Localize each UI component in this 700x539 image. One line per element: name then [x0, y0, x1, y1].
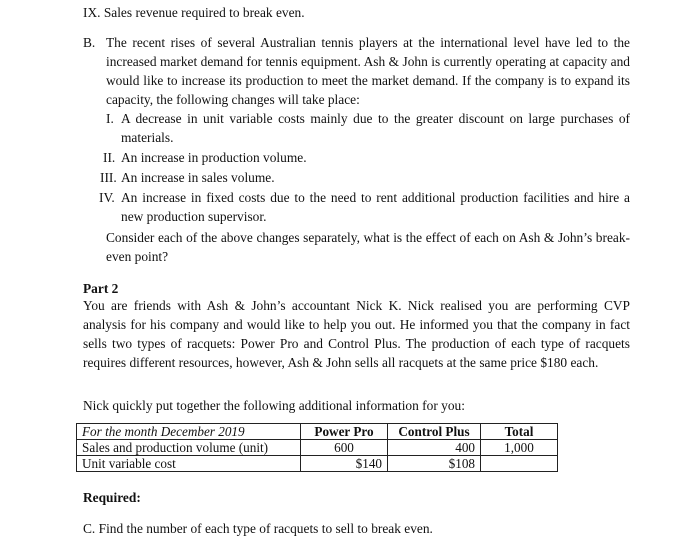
consider-question: Consider each of the above changes separately, what is the effect of each on Ash & John’s break-even point? — [106, 230, 630, 264]
required-heading: Required: — [83, 490, 141, 505]
row-label-unit-cost: Unit variable cost — [77, 456, 301, 472]
cell-volume-power-pro: 600 — [301, 440, 388, 456]
change-iii-text: An increase in sales volume. — [121, 170, 275, 185]
row-label-volume: Sales and production volume (unit) — [77, 440, 301, 456]
item-b-text: The recent rises of several Australian tennis players at the international level have led to the increased market demand for tennis equipment. Ash & John is currently operating at capacity and would like to increase its production to meet the market demand. If the company is to expand its capacity, the following changes will take place: — [106, 35, 630, 107]
question-c: C. Find the number of each type of racquets to sell to break even. — [83, 521, 433, 536]
part2-heading: Part 2 — [83, 281, 119, 296]
change-ii-num: II. — [103, 150, 116, 165]
cell-cost-total — [481, 456, 558, 472]
change-ii-text: An increase in production volume. — [121, 150, 307, 165]
header-power-pro: Power Pro — [301, 424, 388, 440]
cell-cost-control-plus: $108 — [388, 456, 481, 472]
header-total: Total — [481, 424, 558, 440]
header-control-plus: Control Plus — [388, 424, 481, 440]
part2-paragraph: You are friends with Ash & John’s accountant Nick K. Nick realised you are performing CVP analysis for his company and would like to help you out. He informed you that the company in fact sells two types of racquets: Power Pro and Control Plus. The production of each type of racquets requires different resources, however, Ash & John sells all racquets at the same price $180 each. — [83, 298, 630, 370]
change-iv-num: IV. — [99, 190, 115, 205]
change-iv-text: An increase in fixed costs due to the need to rent additional production facilities and hire a new production supervisor. — [121, 190, 630, 224]
cell-volume-total: 1,000 — [481, 440, 558, 456]
cell-volume-control-plus: 400 — [388, 440, 481, 456]
cost-table — [76, 423, 558, 472]
table-header-row — [77, 424, 558, 440]
change-i-num: I. — [106, 111, 114, 126]
table-intro: Nick quickly put together the following additional information for you: — [83, 398, 465, 413]
table-row — [77, 456, 558, 472]
cell-cost-power-pro: $140 — [301, 456, 388, 472]
item-b-label: B. — [83, 35, 96, 50]
change-i-text: A decrease in unit variable costs mainly due to the greater discount on large purchases of materials. — [121, 111, 630, 145]
change-iii-num: III. — [100, 170, 117, 185]
item-ix: IX. Sales revenue required to break even. — [83, 5, 305, 20]
header-period: For the month December 2019 — [77, 424, 301, 440]
table-row — [77, 440, 558, 456]
